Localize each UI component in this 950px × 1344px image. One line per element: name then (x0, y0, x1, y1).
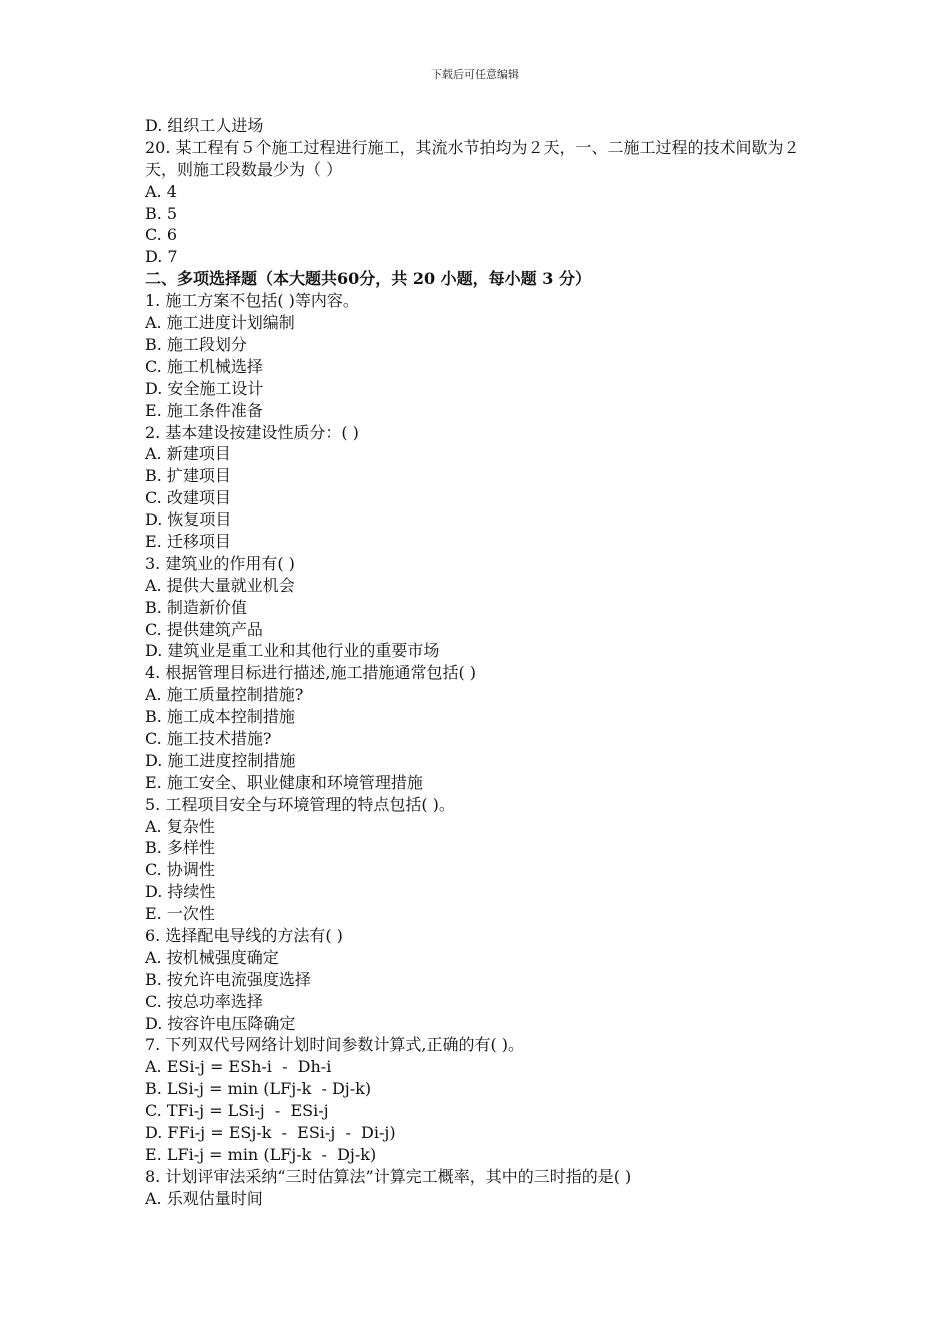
section-title: 二、多项选择题（本大题共60分，共 20 小题，每小题 3 分） (145, 269, 591, 289)
option-line: D. 组织工人进场 (145, 116, 264, 135)
option-line: B. 施工成本控制措施 (145, 707, 295, 727)
option-line: E. 施工安全、职业健康和环境管理措施 (145, 772, 423, 792)
question-line: 2. 基本建设按建设性质分：( ) (145, 422, 359, 442)
option-line: C. 6 (145, 225, 178, 245)
option-line: D. 按容许电压降确定 (145, 1013, 296, 1033)
option-line: A. 新建项目 (145, 444, 231, 464)
question-line: 4. 根据管理目标进行描述,施工措施通常包括( ) (145, 663, 477, 683)
option-line: D. 施工进度控制措施 (145, 750, 296, 770)
question-line: 3. 建筑业的作用有( ) (145, 553, 295, 573)
option-line: A. 施工进度计划编制 (145, 313, 295, 333)
option-line: B. LSi-j = min (LFj-k - Dj-k) (145, 1079, 372, 1099)
option-line: A. 按机械强度确定 (145, 947, 279, 967)
option-line: D. 建筑业是重工业和其他行业的重要市场 (145, 641, 440, 661)
option-line: D. 恢复项目 (145, 510, 232, 530)
option-line: C. 施工技术措施? (145, 728, 272, 748)
option-line: C. 施工机械选择 (145, 356, 263, 376)
option-line: D. 持续性 (145, 882, 216, 902)
option-line: A. 4 (145, 181, 177, 201)
option-line: E. 迁移项目 (145, 531, 231, 551)
option-line: E. LFi-j = min (LFj-k - Dj-k) (145, 1144, 377, 1164)
question-line: 1. 施工方案不包括( )等内容。 (145, 291, 359, 311)
option-line: B. 施工段划分 (145, 334, 247, 354)
option-line: A. 复杂性 (145, 816, 215, 836)
option-line: C. 协调性 (145, 860, 215, 880)
option-line: D. FFi-j = ESj-k - ESi-j - Di-j) (145, 1123, 396, 1142)
option-line: D. 7 (145, 247, 178, 267)
option-line: A. 提供大量就业机会 (145, 575, 295, 595)
question-line: 6. 选择配电导线的方法有( ) (145, 925, 343, 945)
option-line: B. 按允许电流强度选择 (145, 969, 311, 989)
question-line: 7. 下列双代号网络计划时间参数计算式,正确的有( )。 (145, 1035, 525, 1055)
option-line: B. 5 (145, 203, 178, 223)
page-header: 下载后可任意编辑 (431, 68, 519, 81)
option-line: B. 扩建项目 (145, 466, 231, 486)
option-line: E. 一次性 (145, 904, 215, 924)
option-line: D. 安全施工设计 (145, 378, 264, 398)
question-list (145, 290, 825, 1209)
option-line: C. 改建项目 (145, 488, 231, 508)
option-line: A. 乐观估量时间 (145, 1188, 263, 1208)
document-body (145, 115, 825, 1210)
question-line: 5. 工程项目安全与环境管理的特点包括( )。 (145, 794, 455, 814)
option-line: B. 制造新价值 (145, 597, 247, 617)
option-line: C. 提供建筑产品 (145, 619, 263, 639)
option-line: B. 多样性 (145, 838, 215, 858)
option-line: A. ESi-j = ESh-i - Dh-i (145, 1057, 332, 1077)
option-line: A. 施工质量控制措施? (145, 685, 304, 705)
option-line: C. 按总功率选择 (145, 991, 263, 1011)
question-line: 8. 计划评审法采纳“三时估算法”计算完工概率，其中的三时指的是( ) (145, 1166, 632, 1186)
question-20: 20. 某工程有５个施工过程进行施工，其流水节拍均为２天，一、二施工过程的技术间歇为２天，则施工段数最少为（ ） (145, 137, 800, 179)
option-line: C. TFi-j = LSi-j - ESi-j (145, 1101, 329, 1121)
option-line: E. 施工条件准备 (145, 400, 263, 420)
